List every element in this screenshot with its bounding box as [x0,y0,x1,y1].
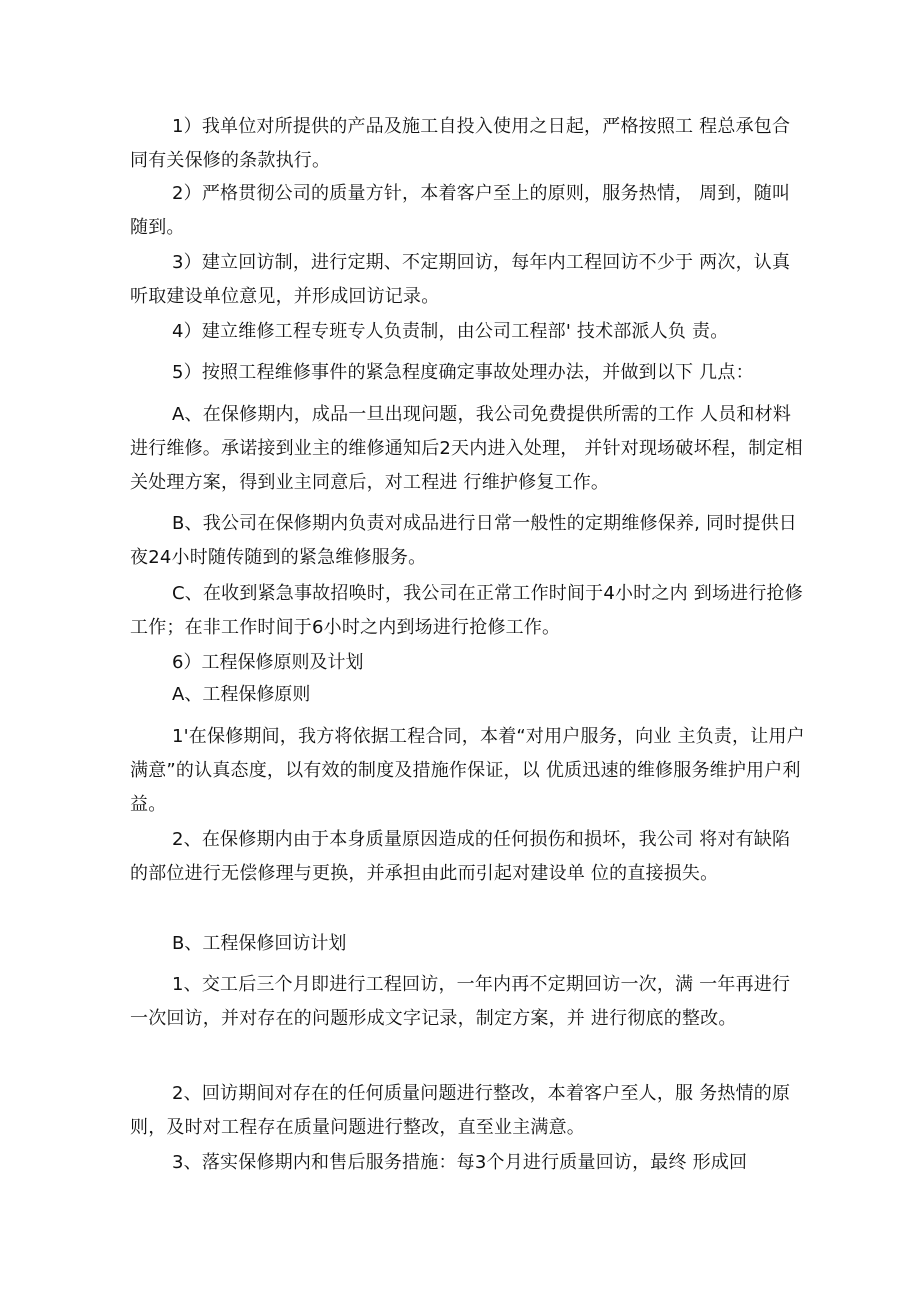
paragraph-5: 5）按照工程维修事件的紧急程度确定事故处理办法，并做到以下 几点： [172,362,754,383]
paragraph-principle-2: 2、在保修期内由于本身质量原因造成的任何损伤和损坏，我公司 将对有缺陷的部位进行无偿修理与更换，并承担由此而引起对建设单 位的直接损失。 [130,829,791,884]
subsection-heading-b: B、工程保修回访计划 [172,933,347,954]
paragraph-plan-3: 3、落实保修期内和售后服务措施：每3个月进行质量回访，最终 形成回 [172,1152,748,1173]
paragraph-plan-1: 1、交工后三个月即进行工程回访，一年内再不定期回访一次，满 一年再进行一次回访，并对存在的问题形成文字记录，制定方案，并 进行彻底的整改。 [130,974,791,1029]
paragraph-a: A、在保修期内，成品一旦出现问题，我公司免费提供所需的工作 人员和材料进行维修。承诺接到业主的维修通知后2天内进入处理， 并针对现场破坏程，制定相关处理方案，得到业主同意后，对工程进 行维护修复工作。 [130,404,803,493]
paragraph-c: C、在收到紧急事故招唤时，我公司在正常工作时间于4小时之内 到场进行抢修工作；在非工作时间于6小时之内到场进行抢修工作。 [130,583,803,638]
subsection-heading-a: A、工程保修原则 [172,684,311,705]
paragraph-1: 1）我单位对所提供的产品及施工自投入使用之日起，严格按照工 程总承包合同有关保修的条款执行。 [130,116,791,171]
paragraph-plan-2: 2、回访期间对存在的任何质量问题进行整改，本着客户至人，服 务热情的原则，及时对工程存在质量问题进行整改，直至业主满意。 [130,1083,791,1138]
paragraph-3: 3）建立回访制，进行定期、不定期回访，每年内工程回访不少于 两次，认真听取建设单位意见，并形成回访记录。 [130,252,791,307]
paragraph-4: 4）建立维修工程专班专人负责制，由公司工程部' 技术部派人负 责。 [172,321,729,342]
paragraph-b: B、我公司在保修期内负责对成品进行日常一般性的定期维修保养, 同时提供日夜24小时随传随到的紧急维修服务。 [130,513,797,568]
paragraph-principle-1: 1'在保修期间，我方将依据工程合同，本着“对用户服务，向业 主负责，让用户满意”的认真态度，以有效的制度及措施作保证，以 优质迅速的维修服务维护用户利益。 [130,726,805,815]
paragraph-2: 2）严格贯彻公司的质量方针，本着客户至上的原则，服务热情， 周到，随叫随到。 [130,183,791,238]
section-heading-6: 6）工程保修原则及计划 [172,652,364,673]
